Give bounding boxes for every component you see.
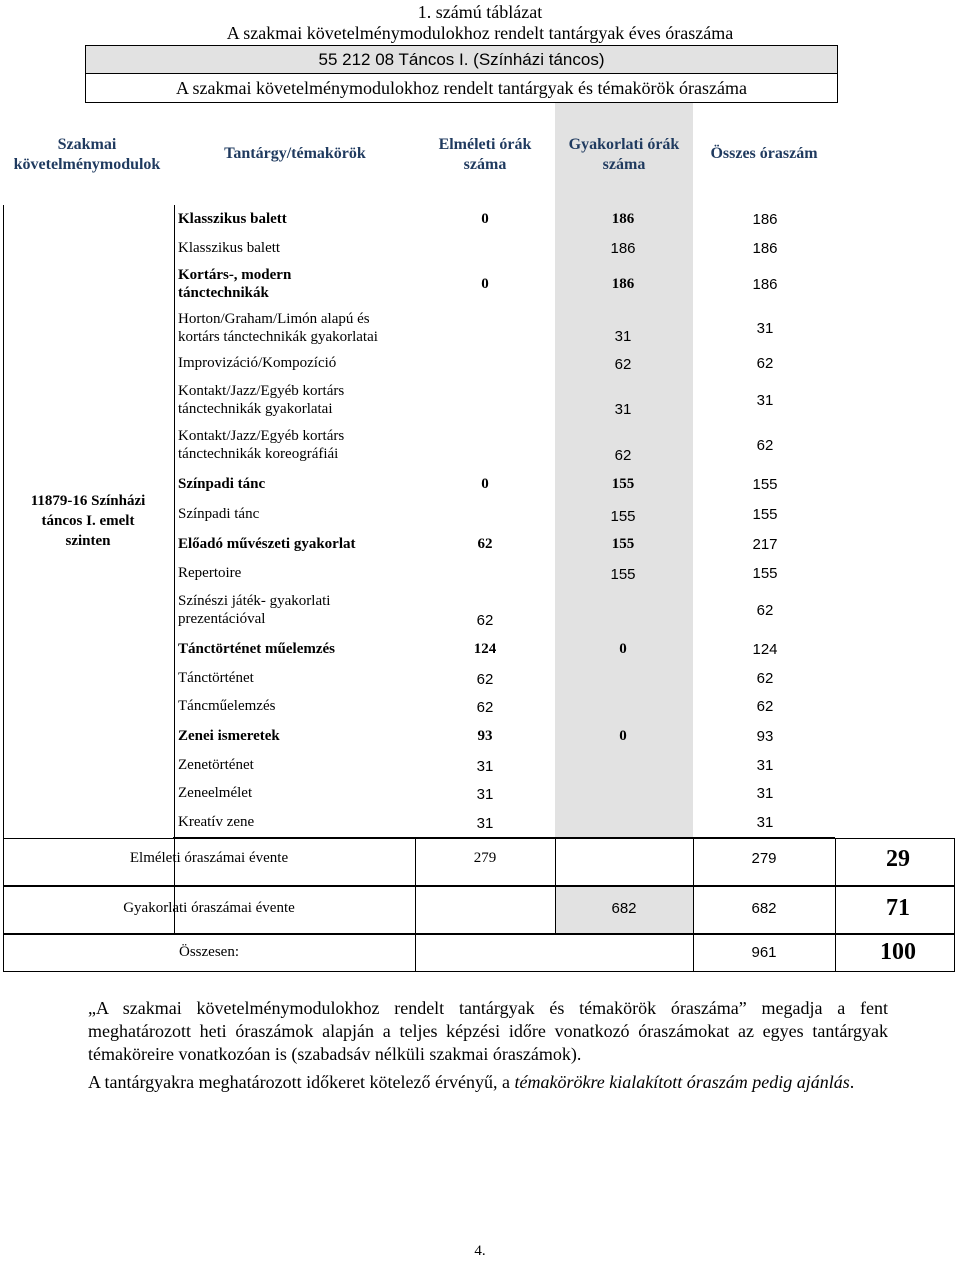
row-practice-hours: 186	[611, 211, 635, 227]
table-row	[175, 308, 795, 350]
row-theory-hours: 62	[476, 699, 494, 716]
row-total-hours: 93	[756, 728, 774, 745]
row-total-hours: 31	[756, 757, 774, 774]
row-subject-name: Zeneelmélet	[178, 785, 253, 801]
row-subject-name: Zenei ismeretek	[178, 728, 280, 744]
module-name: 11879-16 Színházi táncos I. emelt szinten	[30, 493, 146, 549]
table-row	[175, 262, 795, 308]
row-subject-name: Klasszikus balett	[178, 211, 287, 227]
row-practice-hours: 155	[611, 536, 635, 552]
summary-theory-label: Elméleti óraszámai évente	[129, 850, 289, 866]
row-total-hours: 217	[752, 536, 778, 553]
row-theory-hours: 0	[481, 276, 489, 292]
row-total-hours: 31	[756, 814, 774, 831]
row-subject-name: Kontakt/Jazz/Egyéb kortárs tánctechnikák gyakorlatai	[178, 383, 345, 417]
row-subject-name: Kreatív zene	[178, 814, 255, 830]
row-practice-hours: 62	[614, 447, 632, 464]
row-practice-hours: 0	[619, 641, 627, 657]
summary-total-blank	[416, 935, 693, 971]
row-subject-name: Kortárs-, modern tánctechnikák	[178, 267, 292, 301]
row-total-hours: 62	[756, 670, 774, 687]
row-subject-name: Táncműelemzés	[178, 698, 276, 714]
row-theory-hours: 93	[477, 728, 493, 744]
row-total-hours: 155	[752, 506, 778, 523]
column-header-practice: Gyakorlati órák száma	[568, 136, 680, 173]
table-row	[175, 500, 795, 530]
row-total-hours: 155	[752, 476, 778, 493]
summary-practice-total: 682	[751, 900, 777, 917]
footnote-paragraph-1: „A szakmai követelménymodulokhoz rendelt tantárgyak és témakörök óraszáma” megadja a fent meghatározott heti óraszámok alapján a teljes képzési időre vonatkozó óraszámokat az egyes tantárgyak témaköreire vonatkozóan is (szabadsáv nélküli szakmai óraszámok).	[88, 998, 888, 1064]
column-header-total: Összes óraszám	[710, 145, 818, 162]
row-subject-name: Kontakt/Jazz/Egyéb kortárs tánctechnikák koreográfiái	[178, 428, 345, 462]
footnote-paragraph-2: A tantárgyakra meghatározott időkeret kötelező érvényű, a témakörökre kialakított óraszám pedig ajánlás.	[88, 1072, 855, 1092]
row-total-hours: 31	[756, 320, 774, 337]
row-total-hours: 155	[752, 565, 778, 582]
row-practice-hours: 186	[610, 240, 636, 257]
divider	[415, 934, 416, 972]
row-subject-name: Színpadi tánc	[178, 506, 260, 522]
row-total-hours: 31	[756, 392, 774, 409]
table-row	[175, 560, 795, 588]
column-header-modules: Szakmai követelménymodulok	[13, 136, 161, 173]
summary-total-pct: 100	[880, 939, 916, 965]
row-total-hours: 62	[756, 602, 774, 619]
table-title: A szakmai követelménymodulokhoz rendelt tantárgyak éves óraszáma	[226, 23, 734, 43]
row-theory-hours: 31	[476, 815, 494, 832]
column-header-subjects: Tantárgy/témakörök	[224, 145, 366, 162]
row-theory-hours: 0	[481, 476, 489, 492]
table-row	[175, 469, 795, 500]
subtitle-text: A szakmai követelménymodulokhoz rendelt tantárgyak és témakörök óraszáma	[176, 78, 747, 98]
table-row	[175, 423, 795, 469]
row-practice-hours: 155	[610, 508, 636, 525]
table-row	[175, 780, 795, 808]
row-theory-hours: 62	[476, 671, 494, 688]
row-theory-hours: 31	[476, 786, 494, 803]
row-theory-hours: 124	[473, 641, 497, 657]
summary-practice-pct: 71	[886, 895, 910, 921]
column-header-theory: Elméleti órák száma	[438, 136, 532, 173]
summary-theory-value: 279	[473, 850, 497, 866]
row-practice-hours: 0	[619, 728, 627, 744]
row-practice-hours: 31	[614, 401, 632, 418]
row-theory-hours: 0	[481, 211, 489, 227]
row-subject-name: Klasszikus balett	[178, 240, 281, 256]
table-row	[175, 350, 795, 378]
table-row	[175, 634, 795, 665]
summary-total-value: 961	[751, 944, 777, 961]
row-practice-hours: 155	[611, 476, 635, 492]
row-practice-hours: 62	[614, 356, 632, 373]
row-subject-name: Horton/Graham/Limón alapú és kortárs tánctechnikák gyakorlatai	[178, 311, 378, 345]
table-row	[175, 752, 795, 780]
divider	[835, 838, 836, 972]
row-practice-hours: 31	[614, 328, 632, 345]
table-row	[175, 665, 795, 693]
qualification-banner	[85, 45, 838, 74]
row-subject-name: Színpadi tánc	[178, 476, 266, 492]
row-theory-hours: 62	[476, 612, 494, 629]
row-subject-name: Zenetörténet	[178, 757, 254, 773]
summary-theory-total: 279	[751, 850, 777, 867]
table-row	[175, 588, 795, 634]
table-row	[175, 235, 795, 262]
row-subject-name: Színészi játék- gyakorlati prezentációval	[178, 593, 331, 627]
page-number: 4.	[474, 1243, 486, 1259]
row-practice-hours: 186	[611, 276, 635, 292]
row-total-hours: 31	[756, 785, 774, 802]
row-subject-name: Tánctörténet műelemzés	[178, 641, 336, 657]
divider	[555, 838, 556, 934]
row-subject-name: Tánctörténet	[178, 670, 254, 686]
summary-theory-pct: 29	[886, 846, 910, 872]
table-number: 1. számú táblázat	[417, 2, 543, 22]
table-row	[175, 808, 795, 837]
row-theory-hours: 31	[476, 758, 494, 775]
table-header	[3, 103, 835, 205]
row-total-hours: 124	[752, 641, 778, 658]
row-practice-hours: 155	[610, 566, 636, 583]
table-row	[175, 693, 795, 721]
summary-practice-value: 682	[611, 900, 637, 917]
table-row	[175, 378, 795, 423]
row-total-hours: 186	[752, 211, 778, 228]
row-theory-hours: 62	[477, 536, 493, 552]
table-row	[175, 530, 795, 560]
row-subject-name: Improvizáció/Kompozíció	[178, 355, 337, 371]
row-subject-name: Előadó művészeti gyakorlat	[178, 536, 356, 552]
row-total-hours: 62	[756, 698, 774, 715]
row-total-hours: 186	[752, 240, 778, 257]
row-total-hours: 62	[756, 355, 774, 372]
table-row	[175, 205, 795, 235]
row-total-hours: 62	[756, 437, 774, 454]
qualification-title: 55 212 08 Táncos I. (Színházi táncos)	[318, 50, 605, 69]
row-total-hours: 186	[752, 276, 778, 293]
row-subject-name: Repertoire	[178, 565, 242, 581]
summary-total-label: Összesen:	[179, 944, 239, 960]
subtitle-banner	[85, 73, 838, 103]
table-row	[175, 721, 795, 752]
summary-practice-label: Gyakorlati óraszámai évente	[123, 900, 295, 916]
